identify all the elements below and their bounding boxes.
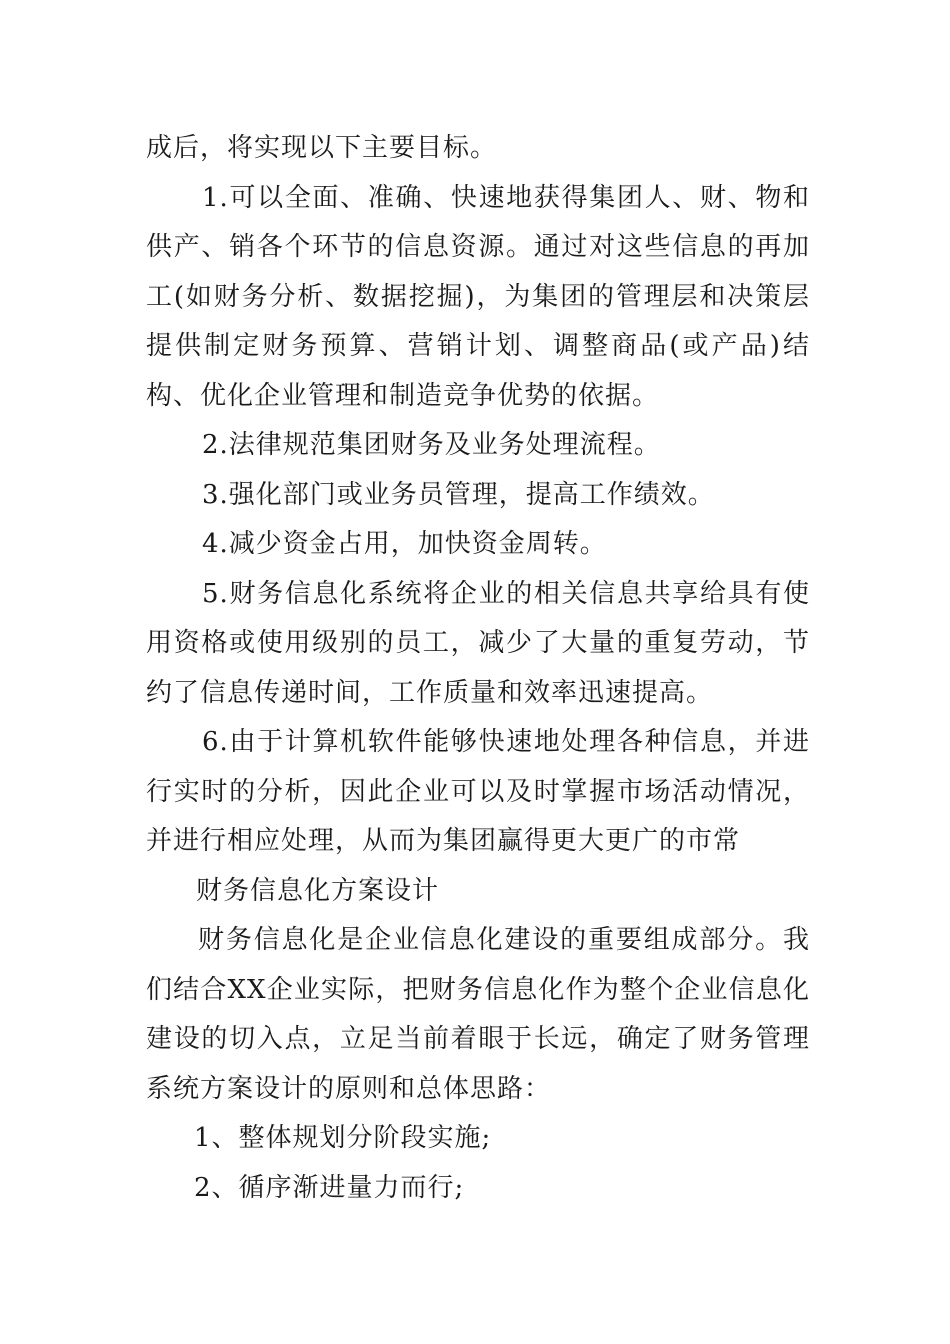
paragraph-intro-continuation: 成后，将实现以下主要目标。	[146, 133, 498, 163]
list-item-principle-1: 1、整体规划分阶段实施;	[194, 1123, 492, 1153]
paragraph-goal-3: 3.强化部门或业务员管理，提高工作绩效。	[202, 479, 715, 510]
paragraph-goal-5: 5.财务信息化系统将企业的相关信息共享给具有使用资格或使用级别的员工，减少了大量的重复劳动，节约了信息传递时间，工作质量和效率迅速提高。	[146, 578, 810, 708]
paragraph-design-overview: 财务信息化是企业信息化建设的重要组成部分。我们结合XX企业实际，把财务信息化作为整个企业信息化建设的切入点，立足当前着眼于长远，确定了财务管理系统方案设计的原则和总体思路：	[146, 925, 810, 1104]
list-item-principle-2: 2、循序渐进量力而行;	[194, 1172, 465, 1203]
paragraph-goal-1: 1.可以全面、准确、快速地获得集团人、财、物和供产、销各个环节的信息资源。通过对这些信息的再加工(如财务分析、数据挖掘)，为集团的管理层和决策层提供制定财务预算、营销计划、调整商品(或产品)结构、优化企业管理和制造竞争优势的依据。	[146, 182, 810, 411]
section-heading: 财务信息化方案设计	[196, 875, 440, 906]
paragraph-goal-6: 6.由于计算机软件能够快速地处理各种信息，并进行实时的分析，因此企业可以及时掌握市场活动情况，并进行相应处理，从而为集团赢得更大更广的市常	[146, 727, 810, 856]
paragraph-goal-2: 2.法律规范集团财务及业务处理流程。	[202, 430, 661, 460]
document-body	[146, 124, 810, 1213]
paragraph-goal-4: 4.减少资金占用，加快资金周转。	[202, 529, 607, 559]
